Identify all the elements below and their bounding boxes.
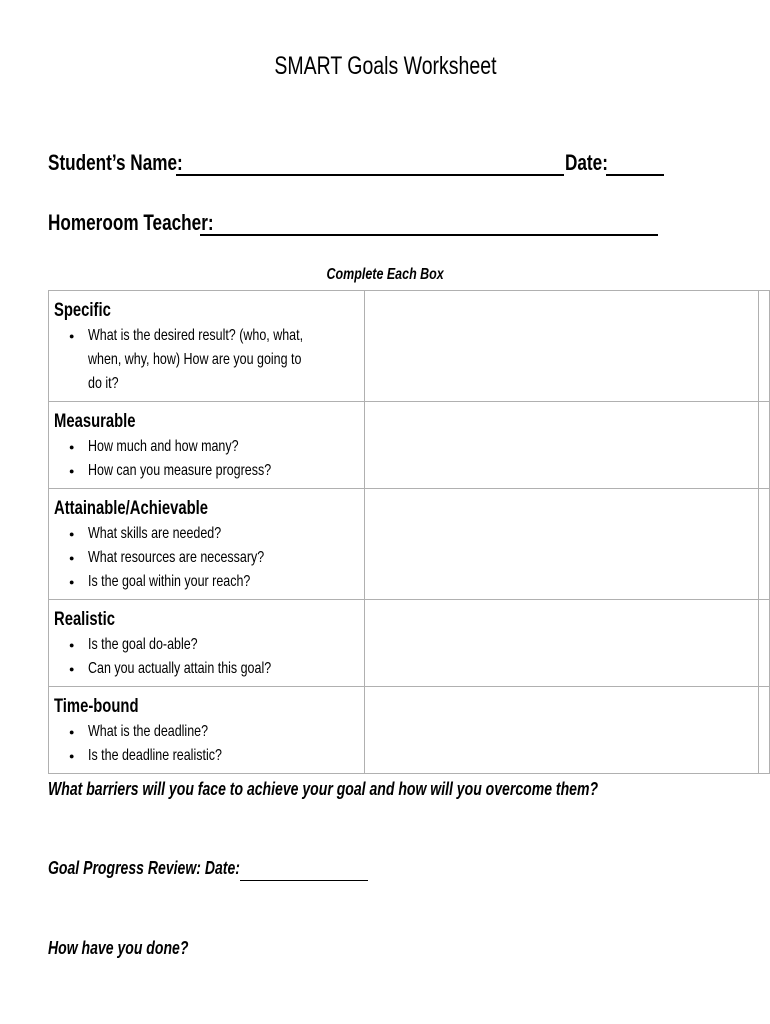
date-label: Date: (565, 150, 608, 175)
specific-cell (49, 291, 365, 402)
section-title: Attainable/Achievable (54, 498, 209, 519)
progress-review-date-field[interactable] (240, 880, 368, 881)
section-title: Specific (54, 300, 111, 321)
how-done-question: How have you done? (48, 938, 189, 958)
list-item: do it? (88, 375, 119, 392)
measurable-cell (49, 402, 365, 489)
time-bound-cell (49, 687, 365, 774)
edge-cell (759, 687, 770, 774)
realistic-answer-box[interactable] (364, 600, 758, 687)
page-title: SMART Goals Worksheet (273, 52, 497, 80)
date-row (565, 150, 620, 176)
table-row (49, 291, 770, 402)
barriers-question: What barriers will you face to achieve your goal and how will you overcome them? (48, 779, 599, 799)
student-name-label: Student’s Name: (48, 150, 183, 175)
date-field[interactable] (606, 174, 664, 176)
list-item: ● Is the goal within your reach? (69, 570, 364, 594)
attainable-answer-box[interactable] (364, 489, 758, 600)
homeroom-teacher-row (48, 210, 260, 236)
section-title: Measurable (54, 411, 136, 432)
edge-cell (759, 600, 770, 687)
edge-cell (759, 402, 770, 489)
list-item: ● What is the deadline? (69, 720, 364, 744)
table-row (49, 600, 770, 687)
table-caption: Complete Each Box (326, 266, 444, 283)
progress-review-label: Goal Progress Review: Date: (48, 858, 240, 878)
table-row (49, 687, 770, 774)
list-item: ● What resources are necessary? (69, 546, 364, 570)
table-row (49, 489, 770, 600)
homeroom-teacher-field[interactable] (200, 234, 658, 236)
edge-cell (759, 291, 770, 402)
section-title: Realistic (54, 609, 115, 630)
attainable-cell (49, 489, 365, 600)
homeroom-teacher-label: Homeroom Teacher: (48, 210, 214, 235)
specific-answer-box[interactable] (364, 291, 758, 402)
student-name-row (48, 150, 221, 176)
edge-cell (759, 489, 770, 600)
table-row (49, 402, 770, 489)
realistic-cell (49, 600, 365, 687)
list-item: ● Is the deadline realistic? (69, 744, 364, 768)
time-bound-answer-box[interactable] (364, 687, 758, 774)
measurable-answer-box[interactable] (364, 402, 758, 489)
student-name-field[interactable] (176, 174, 564, 176)
list-item: when, why, how) How are you going to (88, 351, 302, 368)
list-item: ● How much and how many? (69, 435, 364, 459)
section-title: Time-bound (54, 696, 139, 717)
list-item: ● Can you actually attain this goal? (69, 657, 364, 681)
list-item: ● Is the goal do-able? (69, 633, 364, 657)
smart-goals-table (48, 290, 770, 774)
list-item: ● How can you measure progress? (69, 459, 364, 483)
list-item: ● What skills are needed? (69, 522, 364, 546)
list-item: ● What is the desired result? (who, what, (69, 324, 364, 348)
